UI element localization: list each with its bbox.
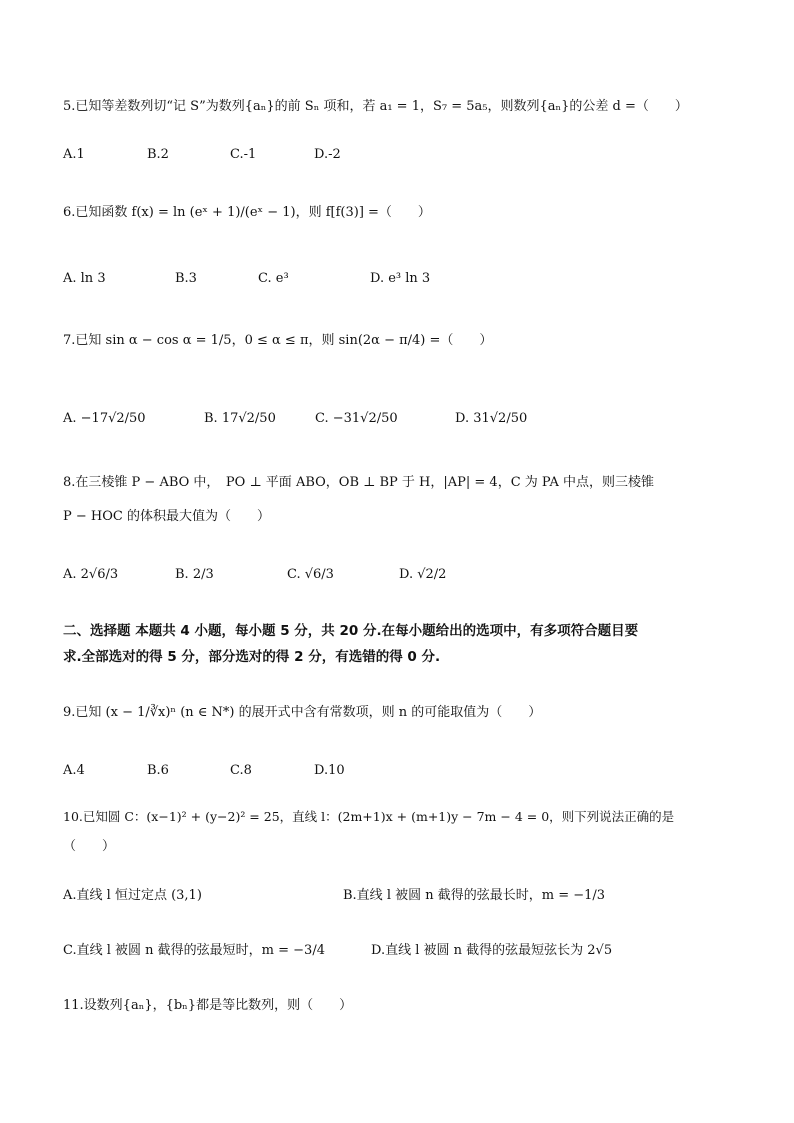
q5-option-d: D.-2 (314, 147, 341, 162)
q5-option-b: B.2 (147, 147, 169, 162)
q9-stem: 9.已知 (x − 1/∛x)ⁿ (n ∈ N*) 的展开式中含有常数项，则 n 的可能取值为（ ） (63, 705, 542, 720)
q8-option-d: D. √2/2 (399, 567, 447, 582)
q6-option-c: C. e³ (258, 271, 289, 286)
q6-option-a: A. ln 3 (63, 271, 106, 286)
q11-stem: 11.设数列{aₙ}，{bₙ}都是等比数列，则（ ） (63, 998, 353, 1013)
q10-option-a: A.直线 l 恒过定点 (3,1) (63, 888, 202, 903)
q10-stem-line1: 10.已知圆 C：(x−1)² + (y−2)² = 25，直线 l：(2m+1)x + (m+1)y − 7m − 4 = 0，则下列说法正确的是 (63, 809, 675, 824)
q6-option-d: D. e³ ln 3 (370, 271, 431, 286)
q9-option-a: A.4 (63, 763, 85, 778)
q8-stem-line2: P − HOC 的体积最大值为（ ） (63, 509, 270, 524)
q5-stem: 5.已知等差数列切“记 S”为数列{aₙ}的前 Sₙ 项和，若 a₁ = 1，S₇ = 5a₅，则数列{aₙ}的公差 d =（ ） (63, 99, 688, 114)
q5-option-c: C.-1 (230, 147, 257, 162)
q6-stem: 6.已知函数 f(x) = ln (eˣ + 1)/(eˣ − 1)，则 f[f(3)] =（ ） (63, 205, 431, 220)
q7-option-d: D. 31√2/50 (455, 411, 528, 426)
q10-stem-line2: （ ） (63, 839, 116, 854)
q8-option-c: C. √6/3 (287, 567, 334, 582)
section2-instructions-line2: 求.全部选对的得 5 分，部分选对的得 2 分，有选错的得 0 分. (63, 649, 441, 665)
q6-option-b: B.3 (175, 271, 197, 286)
q5-option-a: A.1 (63, 147, 85, 162)
section2-instructions-line1: 二、选择题 本题共 4 小题，每小题 5 分，共 20 分.在每小题给出的选项中，有多项符合题目要 (63, 623, 639, 639)
q10-option-d: D.直线 l 被圆 n 截得的弦最短弦长为 2√5 (371, 943, 613, 958)
q10-option-b: B.直线 l 被圆 n 截得的弦最长时，m = −1/3 (343, 888, 606, 903)
q8-option-b: B. 2/3 (175, 567, 214, 582)
q7-option-a: A. −17√2/50 (63, 411, 146, 426)
q9-option-d: D.10 (314, 763, 345, 778)
q8-option-a: A. 2√6/3 (63, 567, 119, 582)
q7-option-b: B. 17√2/50 (204, 411, 276, 426)
q7-option-c: C. −31√2/50 (315, 411, 398, 426)
q8-stem-line1: 8.在三棱锥 P − ABO 中， PO ⊥ 平面 ABO，OB ⊥ BP 于 H，|AP| = 4，C 为 PA 中点，则三棱锥 (63, 475, 654, 490)
q9-option-c: C.8 (230, 763, 252, 778)
q9-option-b: B.6 (147, 763, 169, 778)
q10-option-c: C.直线 l 被圆 n 截得的弦最短时，m = −3/4 (63, 943, 325, 958)
q7-stem: 7.已知 sin α − cos α = 1/5，0 ≤ α ≤ π，则 sin(2α − π/4) =（ ） (63, 333, 493, 348)
